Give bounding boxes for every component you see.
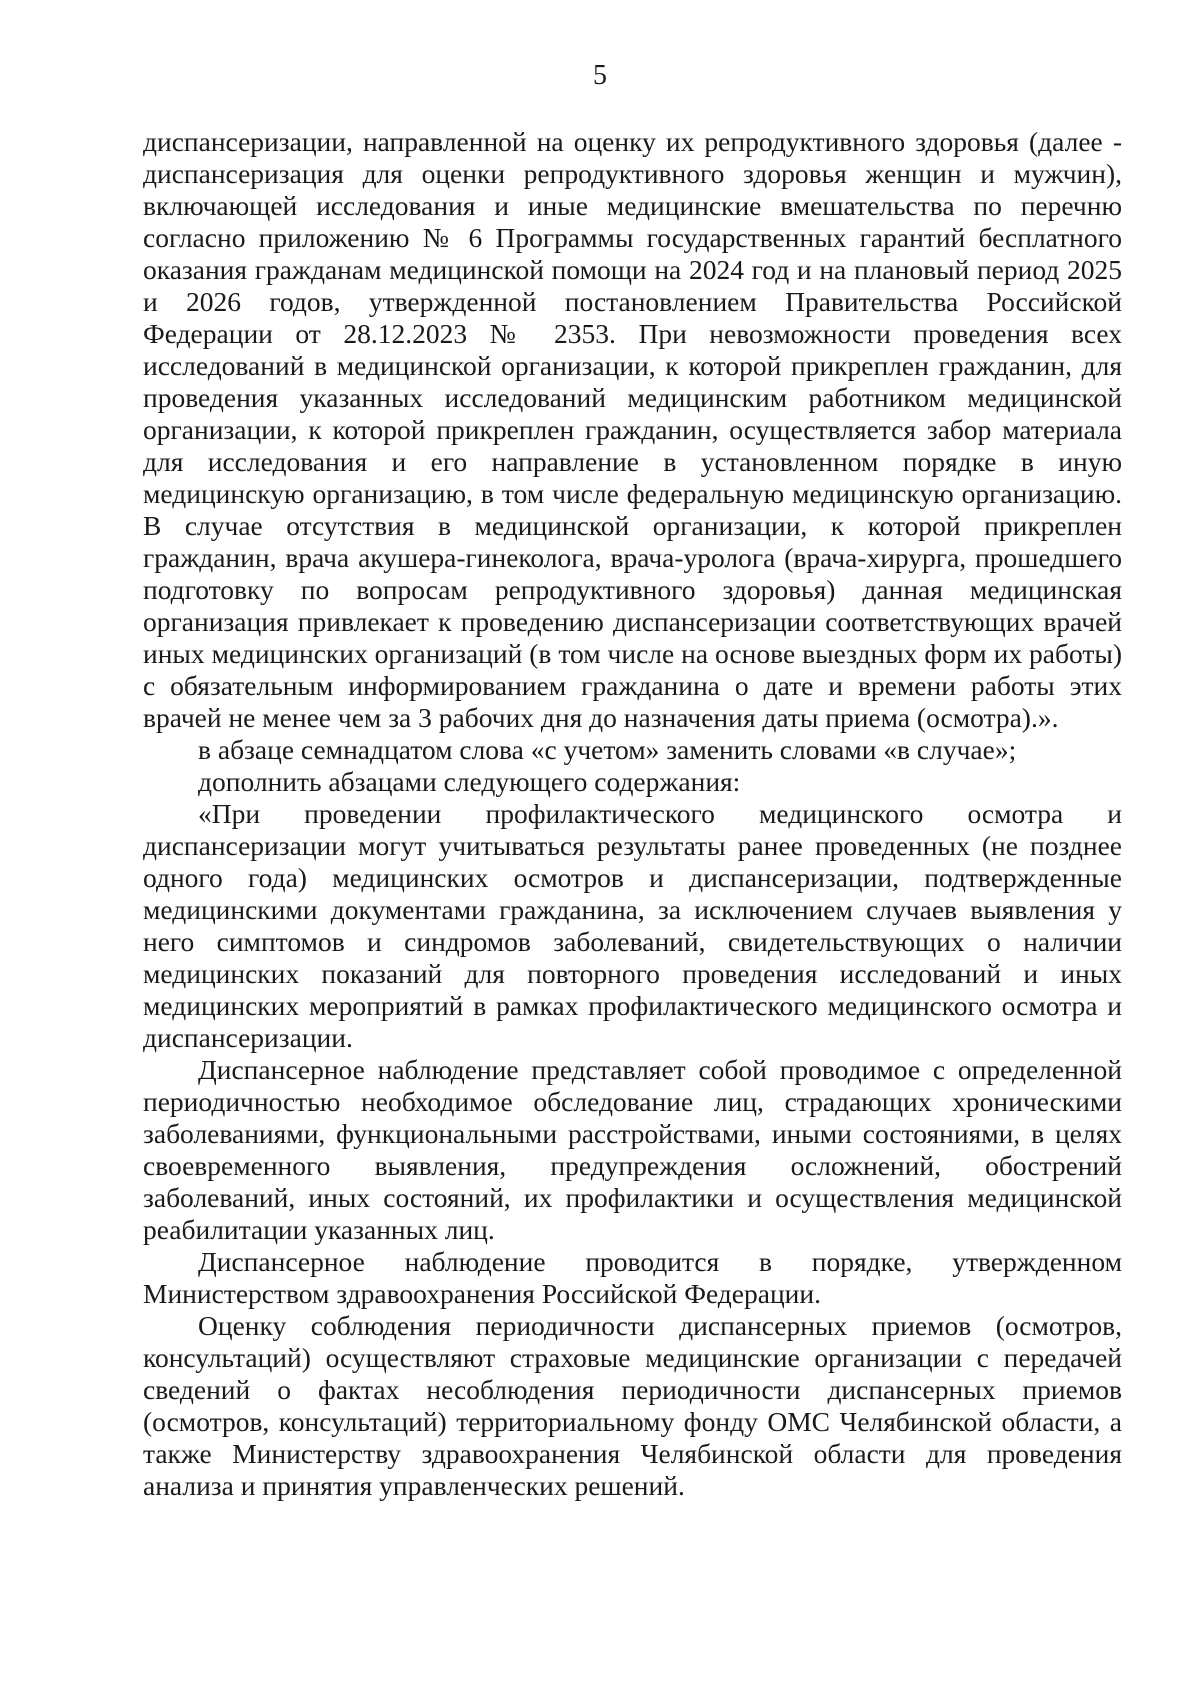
paragraph-continuation: диспансеризации, направленной на оценку их репродуктивного здоровья (далее - диспансеризация для оценки репродуктивного здоровья женщин и мужчин), включающей исследования и иные медицинские вмешательства по перечню согласно приложению № 6 Программы государственных гарантий бесплатного оказания гражданам медицинской помощи на 2024 год и на плановый период 2025 и 2026 годов, утвержденной постановлением Правительства Российской Федерации от 28.12.2023 № 2353. При невозможности проведения всех исследований в медицинской организации, к которой прикреплен гражданин, для проведения указанных исследований медицинским работником медицинской организации, к которой прикреплен гражданин, осуществляется забор материала для исследования и его направление в установленном порядке в иную медицинскую организацию, в том числе федеральную медицинскую организацию. В случае отсутствия в медицинской организации, к которой прикреплен гражданин, врача акушера-гинеколога, врача-уролога (врача-хирурга, прошедшего подготовку по вопросам репродуктивного здоровья) данная медицинская организация привлекает к проведению диспансеризации соответствующих врачей иных медицинских организаций (в том числе на основе выездных форм их работы) с обязательным информированием гражданина о дате и времени работы этих врачей не менее чем за 3 рабочих дня до назначения даты приема (осмотра).».: [143, 126, 1122, 733]
paragraph-dispensary-definition: Диспансерное наблюдение представляет собой проводимое с определенной периодичностью необходимое обследование лиц, страдающих хроническими заболеваниями, функциональными расстройствами, иными состояниями, в целях своевременного выявления, предупреждения осложнений, обострений заболеваний, иных состояний, их профилактики и осуществления медицинской реабилитации указанных лиц.: [143, 1054, 1122, 1245]
paragraph-preventive-exam: «При проведении профилактического медицинского осмотра и диспансеризации могут учитываться результаты ранее проведенных (не позднее одного года) медицинских осмотров и диспансеризации, подтвержденные медицинскими документами гражданина, за исключением случаев выявления у него симптомов и синдромов заболеваний, свидетельствующих о наличии медицинских показаний для повторного проведения исследований и иных медицинских мероприятий в рамках профилактического медицинского осмотра и диспансеризации.: [143, 798, 1122, 1053]
paragraph-amendment-add: дополнить абзацами следующего содержания:: [198, 766, 741, 797]
paragraph-amendment-replace: в абзаце семнадцатом слова «с учетом» заменить словами «в случае»;: [198, 734, 1017, 765]
paragraph-dispensary-procedure: Диспансерное наблюдение проводится в порядке, утвержденном Министерством здравоохранения Российской Федерации.: [143, 1246, 1122, 1309]
document-body: [143, 126, 1122, 1502]
page-number: 5: [593, 60, 607, 91]
paragraph-dispensary-evaluation: Оценку соблюдения периодичности диспансерных приемов (осмотров, консультаций) осуществляют страховые медицинские организации с передачей сведений о фактах несоблюдения периодичности диспансерных приемов (осмотров, консультаций) территориальному фонду ОМС Челябинской области, а также Министерству здравоохранения Челябинской области для проведения анализа и принятия управленческих решений.: [143, 1310, 1122, 1501]
